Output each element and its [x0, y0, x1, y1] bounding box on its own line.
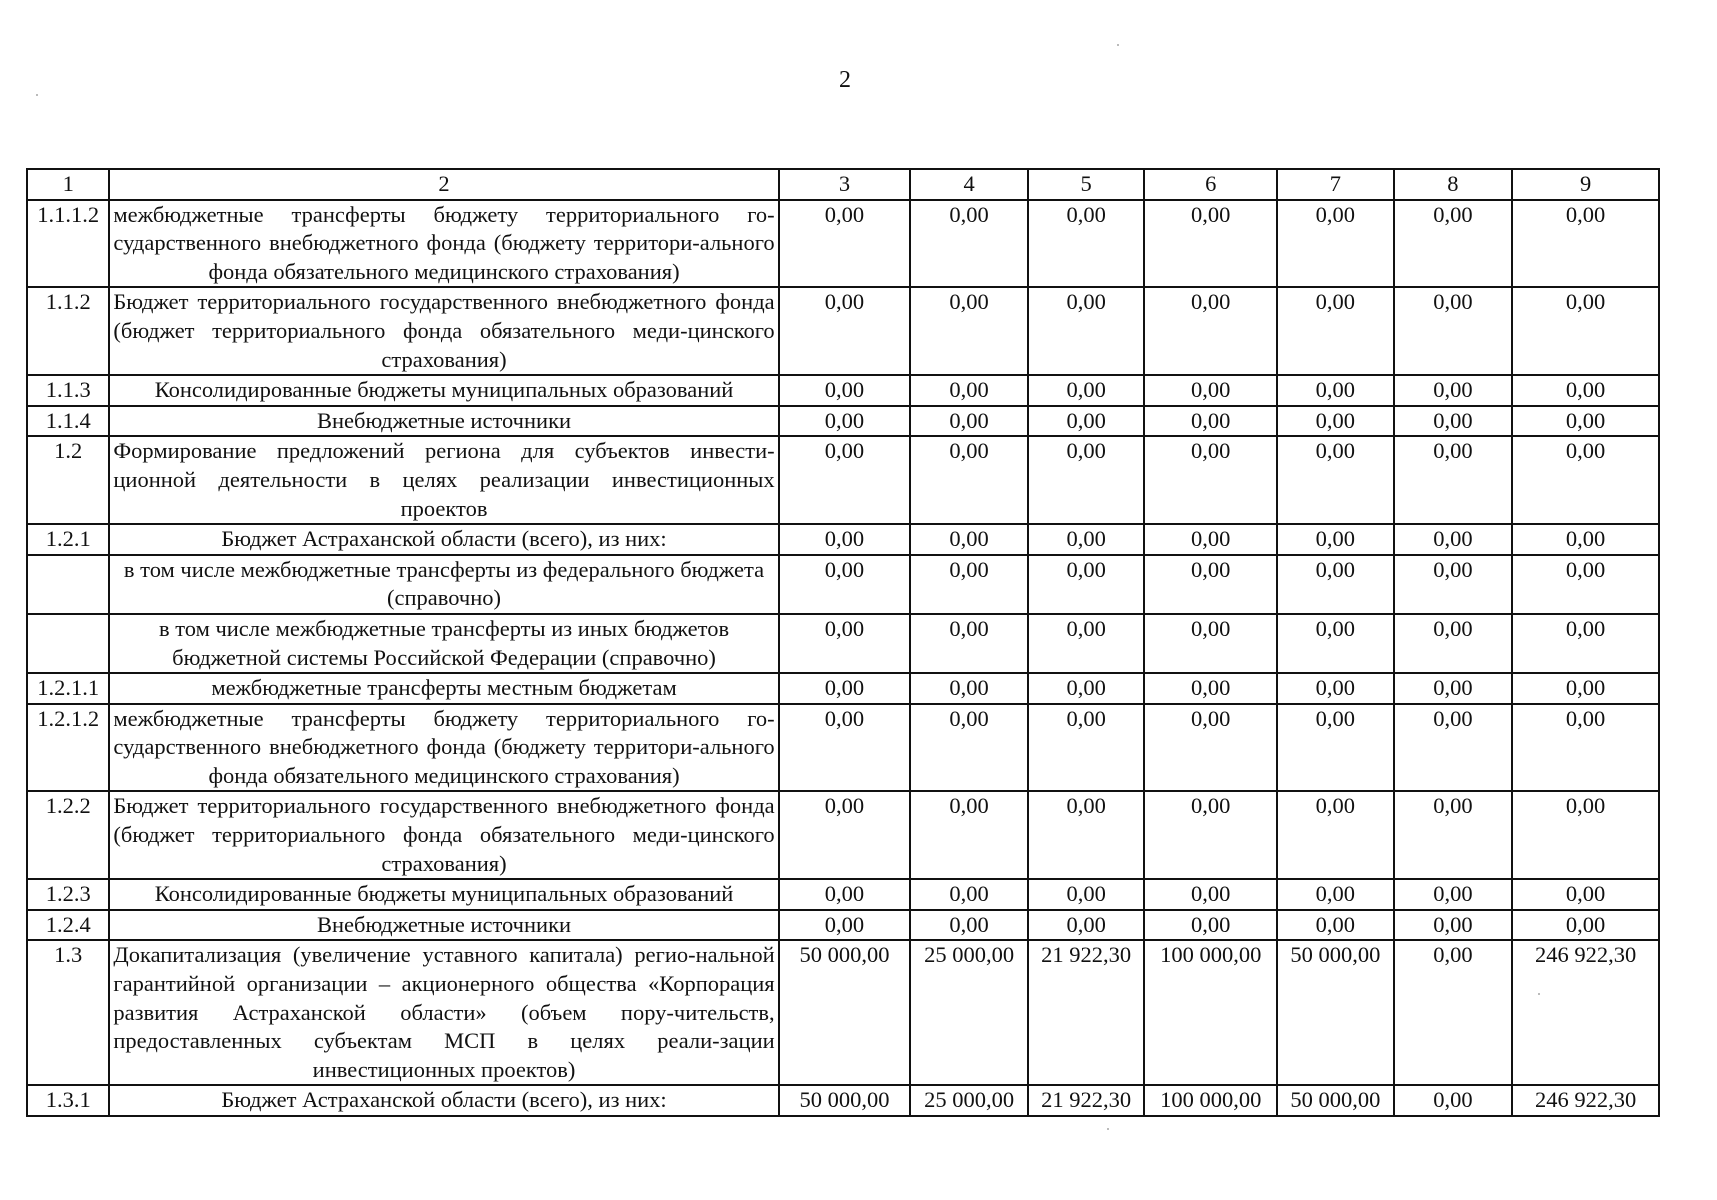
value-cell: 0,00 — [779, 879, 911, 910]
table-row — [27, 406, 1659, 437]
value-cell: 50 000,00 — [1277, 1085, 1394, 1116]
value-cell: 0,00 — [779, 524, 911, 555]
value-cell: 0,00 — [1394, 1085, 1513, 1116]
column-header: 1 — [27, 169, 109, 200]
value-cell: 0,00 — [910, 287, 1028, 375]
value-cell: 0,00 — [1394, 555, 1513, 614]
row-description: Внебюджетные источники — [109, 910, 778, 941]
row-description: Докапитализация (увеличение уставного капитала) регио-нальной гарантийной организации – акционерного общества «Корпорация развития Астраханской области» (объем пору-чительств, предоставленных субъектам МСП в целях реали-зации инвестиционных проектов) — [109, 940, 778, 1085]
scan-speck — [1538, 993, 1540, 995]
value-cell: 0,00 — [1277, 555, 1394, 614]
value-cell: 0,00 — [1394, 287, 1513, 375]
scan-speck — [36, 94, 38, 96]
table-row — [27, 704, 1659, 792]
row-description: в том числе межбюджетные трансферты из федерального бюджета (справочно) — [109, 555, 778, 614]
value-cell: 0,00 — [1512, 436, 1659, 524]
value-cell: 0,00 — [1512, 910, 1659, 941]
budget-table — [26, 168, 1660, 1117]
value-cell: 0,00 — [1277, 524, 1394, 555]
value-cell: 0,00 — [1277, 879, 1394, 910]
value-cell: 0,00 — [910, 704, 1028, 792]
scan-speck — [1107, 1128, 1109, 1130]
value-cell: 0,00 — [1028, 910, 1145, 941]
value-cell: 50 000,00 — [779, 1085, 911, 1116]
row-description: Внебюджетные источники — [109, 406, 778, 437]
value-cell: 0,00 — [1512, 524, 1659, 555]
table-row — [27, 375, 1659, 406]
value-cell: 0,00 — [1394, 524, 1513, 555]
row-number: 1.1.2 — [27, 287, 109, 375]
value-cell: 0,00 — [1512, 673, 1659, 704]
table-row — [27, 614, 1659, 673]
row-description: Бюджет Астраханской области (всего), из них: — [109, 524, 778, 555]
value-cell: 0,00 — [1512, 879, 1659, 910]
value-cell: 0,00 — [1028, 614, 1145, 673]
value-cell: 50 000,00 — [779, 940, 911, 1085]
value-cell: 0,00 — [1144, 673, 1277, 704]
value-cell: 0,00 — [779, 375, 911, 406]
value-cell: 0,00 — [1028, 375, 1145, 406]
row-number: 1.2.2 — [27, 791, 109, 879]
value-cell: 0,00 — [1028, 673, 1145, 704]
value-cell: 246 922,30 — [1512, 1085, 1659, 1116]
value-cell: 0,00 — [1394, 673, 1513, 704]
value-cell: 0,00 — [1512, 791, 1659, 879]
value-cell: 0,00 — [910, 200, 1028, 288]
value-cell: 0,00 — [1394, 614, 1513, 673]
value-cell: 0,00 — [1144, 200, 1277, 288]
row-description: Бюджет территориального государственного внебюджетного фонда (бюджет территориального фонда обязательного меди-цинского страхования) — [109, 791, 778, 879]
value-cell: 0,00 — [910, 555, 1028, 614]
value-cell: 0,00 — [1277, 614, 1394, 673]
row-number: 1.2.1.1 — [27, 673, 109, 704]
value-cell: 0,00 — [1028, 287, 1145, 375]
table-row — [27, 879, 1659, 910]
value-cell: 0,00 — [779, 287, 911, 375]
value-cell: 0,00 — [910, 436, 1028, 524]
value-cell: 0,00 — [1512, 287, 1659, 375]
row-number — [27, 555, 109, 614]
scan-speck — [1117, 44, 1119, 46]
value-cell: 0,00 — [1144, 375, 1277, 406]
value-cell: 0,00 — [910, 375, 1028, 406]
value-cell: 0,00 — [1277, 910, 1394, 941]
column-header: 4 — [910, 169, 1028, 200]
value-cell: 0,00 — [779, 673, 911, 704]
value-cell: 0,00 — [1394, 940, 1513, 1085]
row-description: межбюджетные трансферты бюджету территориального го-сударственного внебюджетного фонда (бюджету территори-ального фонда обязательного медицинского страхования) — [109, 200, 778, 288]
table-row — [27, 1085, 1659, 1116]
table-row — [27, 200, 1659, 288]
value-cell: 0,00 — [1144, 791, 1277, 879]
row-description: Консолидированные бюджеты муниципальных образований — [109, 879, 778, 910]
value-cell: 0,00 — [1512, 200, 1659, 288]
row-number: 1.3.1 — [27, 1085, 109, 1116]
column-header: 2 — [109, 169, 778, 200]
table-row — [27, 436, 1659, 524]
value-cell: 0,00 — [1277, 200, 1394, 288]
value-cell: 0,00 — [910, 910, 1028, 941]
value-cell: 50 000,00 — [1277, 940, 1394, 1085]
row-number — [27, 614, 109, 673]
value-cell: 0,00 — [910, 879, 1028, 910]
row-number: 1.2.1.2 — [27, 704, 109, 792]
value-cell: 0,00 — [910, 673, 1028, 704]
column-header: 7 — [1277, 169, 1394, 200]
column-header: 3 — [779, 169, 911, 200]
row-description: межбюджетные трансферты бюджету территориального го-сударственного внебюджетного фонда (бюджету территори-ального фонда обязательного медицинского страхования) — [109, 704, 778, 792]
value-cell: 100 000,00 — [1144, 940, 1277, 1085]
row-number: 1.1.3 — [27, 375, 109, 406]
value-cell: 0,00 — [1512, 375, 1659, 406]
value-cell: 0,00 — [1028, 200, 1145, 288]
table-row — [27, 940, 1659, 1085]
table-row — [27, 910, 1659, 941]
value-cell: 0,00 — [779, 910, 911, 941]
value-cell: 0,00 — [1144, 406, 1277, 437]
row-number: 1.2.1 — [27, 524, 109, 555]
table-row — [27, 524, 1659, 555]
value-cell: 0,00 — [1028, 555, 1145, 614]
value-cell: 0,00 — [1028, 704, 1145, 792]
value-cell: 0,00 — [779, 555, 911, 614]
value-cell: 0,00 — [1277, 375, 1394, 406]
column-header: 5 — [1028, 169, 1145, 200]
value-cell: 0,00 — [779, 791, 911, 879]
value-cell: 0,00 — [1394, 375, 1513, 406]
row-description: Бюджет Астраханской области (всего), из них: — [109, 1085, 778, 1116]
value-cell: 0,00 — [1277, 406, 1394, 437]
row-description: в том числе межбюджетные трансферты из иных бюджетов бюджетной системы Российской Федерации (справочно) — [109, 614, 778, 673]
value-cell: 0,00 — [1144, 704, 1277, 792]
value-cell: 0,00 — [1512, 406, 1659, 437]
column-header: 6 — [1144, 169, 1277, 200]
row-number: 1.2 — [27, 436, 109, 524]
table-row — [27, 287, 1659, 375]
value-cell: 0,00 — [779, 704, 911, 792]
value-cell: 0,00 — [1144, 555, 1277, 614]
value-cell: 0,00 — [910, 406, 1028, 437]
value-cell: 0,00 — [1144, 614, 1277, 673]
value-cell: 0,00 — [910, 614, 1028, 673]
value-cell: 0,00 — [1277, 673, 1394, 704]
value-cell: 0,00 — [779, 614, 911, 673]
value-cell: 0,00 — [1394, 406, 1513, 437]
value-cell: 21 922,30 — [1028, 1085, 1145, 1116]
value-cell: 0,00 — [1144, 879, 1277, 910]
value-cell: 0,00 — [1512, 555, 1659, 614]
value-cell: 100 000,00 — [1144, 1085, 1277, 1116]
table-body — [27, 200, 1659, 1116]
value-cell: 0,00 — [910, 791, 1028, 879]
value-cell: 0,00 — [1277, 287, 1394, 375]
value-cell: 0,00 — [1394, 910, 1513, 941]
table-row — [27, 791, 1659, 879]
row-description: Консолидированные бюджеты муниципальных образований — [109, 375, 778, 406]
value-cell: 0,00 — [1277, 704, 1394, 792]
value-cell: 0,00 — [1394, 879, 1513, 910]
value-cell: 0,00 — [779, 406, 911, 437]
value-cell: 0,00 — [910, 524, 1028, 555]
value-cell: 0,00 — [779, 436, 911, 524]
column-header: 8 — [1394, 169, 1513, 200]
value-cell: 0,00 — [1144, 436, 1277, 524]
column-header: 9 — [1512, 169, 1659, 200]
value-cell: 0,00 — [1512, 704, 1659, 792]
value-cell: 25 000,00 — [910, 1085, 1028, 1116]
table-row — [27, 673, 1659, 704]
value-cell: 0,00 — [1028, 879, 1145, 910]
value-cell: 0,00 — [1144, 524, 1277, 555]
value-cell: 0,00 — [1394, 436, 1513, 524]
value-cell: 0,00 — [1144, 287, 1277, 375]
value-cell: 246 922,30 — [1512, 940, 1659, 1085]
row-description: Бюджет территориального государственного внебюджетного фонда (бюджет территориального фонда обязательного меди-цинского страхования) — [109, 287, 778, 375]
row-number: 1.2.3 — [27, 879, 109, 910]
value-cell: 0,00 — [1028, 406, 1145, 437]
value-cell: 25 000,00 — [910, 940, 1028, 1085]
value-cell: 0,00 — [1394, 200, 1513, 288]
value-cell: 0,00 — [779, 200, 911, 288]
row-number: 1.2.4 — [27, 910, 109, 941]
value-cell: 0,00 — [1028, 524, 1145, 555]
value-cell: 0,00 — [1512, 614, 1659, 673]
value-cell: 0,00 — [1394, 791, 1513, 879]
row-number: 1.3 — [27, 940, 109, 1085]
value-cell: 0,00 — [1028, 791, 1145, 879]
row-description: Формирование предложений региона для субъектов инвести-ционной деятельности в целях реализации инвестиционных проектов — [109, 436, 778, 524]
table-header-row — [27, 169, 1659, 200]
value-cell: 0,00 — [1394, 704, 1513, 792]
value-cell: 0,00 — [1144, 910, 1277, 941]
row-description: межбюджетные трансферты местным бюджетам — [109, 673, 778, 704]
value-cell: 0,00 — [1277, 791, 1394, 879]
page-number: 2 — [839, 67, 851, 93]
row-number: 1.1.1.2 — [27, 200, 109, 288]
table-row — [27, 555, 1659, 614]
value-cell: 21 922,30 — [1028, 940, 1145, 1085]
value-cell: 0,00 — [1028, 436, 1145, 524]
value-cell: 0,00 — [1277, 436, 1394, 524]
row-number: 1.1.4 — [27, 406, 109, 437]
